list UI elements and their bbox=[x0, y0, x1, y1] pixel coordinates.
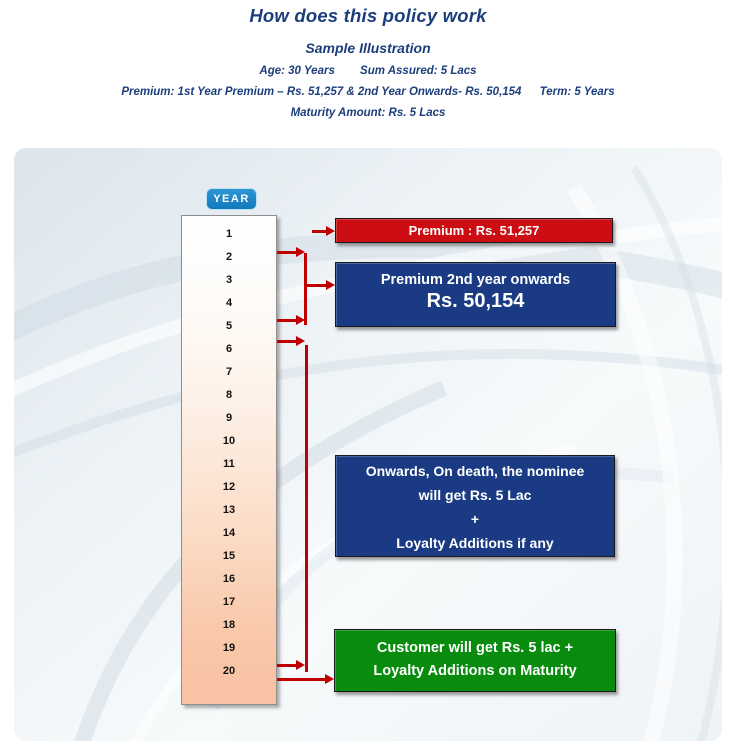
year-cell: 20 bbox=[222, 664, 236, 677]
arrow-year2-to-bracket bbox=[277, 251, 296, 254]
illustration-panel bbox=[14, 148, 722, 741]
arrow-year20-to-maturity bbox=[277, 678, 325, 681]
year-cell: 13 bbox=[222, 503, 236, 516]
policy-header bbox=[0, 0, 736, 119]
year-cell: 17 bbox=[222, 595, 236, 608]
year-cell: 11 bbox=[223, 457, 235, 470]
first-year-premium-box bbox=[335, 218, 613, 243]
death-benefit-plus: + bbox=[470, 511, 480, 527]
year-cell: 14 bbox=[222, 526, 236, 539]
age-value: Age: 30 Years bbox=[259, 65, 335, 77]
onwards-premium-amount: Rs. 50,154 bbox=[426, 290, 525, 312]
maturity-line bbox=[0, 107, 736, 119]
year-cell: 4 bbox=[225, 296, 233, 309]
arrow-year1-to-premium bbox=[312, 230, 326, 233]
onwards-premium-box bbox=[335, 262, 616, 327]
year-badge: YEAR bbox=[206, 188, 257, 210]
death-benefit-box bbox=[335, 455, 615, 557]
sum-assured-value: Sum Assured: 5 Lacs bbox=[360, 65, 477, 77]
premium-term-line bbox=[0, 86, 736, 98]
arrow-year20-to-bracket bbox=[277, 664, 296, 667]
year-cell: 5 bbox=[225, 319, 233, 332]
year-cell: 9 bbox=[225, 411, 233, 424]
year-cell: 6 bbox=[225, 342, 233, 355]
age-sum-line bbox=[0, 65, 736, 77]
arrow-year6-to-bracket bbox=[277, 340, 296, 343]
death-benefit-line1: Onwards, On death, the nominee bbox=[365, 463, 585, 479]
year-cell: 16 bbox=[222, 572, 236, 585]
death-benefit-line2: will get Rs. 5 Lac bbox=[418, 487, 532, 503]
year-column bbox=[181, 215, 277, 705]
year-cell: 2 bbox=[225, 250, 233, 263]
first-year-premium-text: Premium : Rs. 51,257 bbox=[408, 223, 540, 238]
death-benefit-line4: Loyalty Additions if any bbox=[396, 535, 554, 551]
year-cell: 19 bbox=[222, 641, 236, 654]
year-cell: 18 bbox=[222, 618, 236, 631]
bracket-years-6-to-20 bbox=[305, 345, 308, 672]
maturity-benefit-line1: Customer will get Rs. 5 lac + bbox=[376, 640, 574, 656]
arrow-year5-to-bracket bbox=[277, 319, 296, 322]
year-cell: 10 bbox=[222, 434, 236, 447]
arrow-bracket-to-onwards-premium bbox=[305, 284, 326, 287]
year-cell: 15 bbox=[222, 549, 236, 562]
year-cell: 8 bbox=[225, 388, 233, 401]
year-cell: 7 bbox=[225, 365, 233, 378]
year-cell: 12 bbox=[222, 480, 236, 493]
subtitle: Sample Illustration bbox=[305, 40, 431, 56]
maturity-amount: Maturity Amount: Rs. 5 Lacs bbox=[290, 107, 446, 119]
maturity-benefit-line2: Loyalty Additions on Maturity bbox=[373, 663, 577, 679]
page-title: How does this policy work bbox=[249, 5, 487, 26]
maturity-benefit-box bbox=[334, 629, 616, 692]
premium-detail: Premium: 1st Year Premium – Rs. 51,257 & 2nd Year Onwards- Rs. 50,154 bbox=[121, 86, 522, 98]
term-value: Term: 5 Years bbox=[539, 86, 615, 98]
year-cell: 1 bbox=[225, 227, 233, 240]
year-cell: 3 bbox=[225, 273, 233, 286]
onwards-premium-label: Premium 2nd year onwards bbox=[380, 272, 571, 288]
